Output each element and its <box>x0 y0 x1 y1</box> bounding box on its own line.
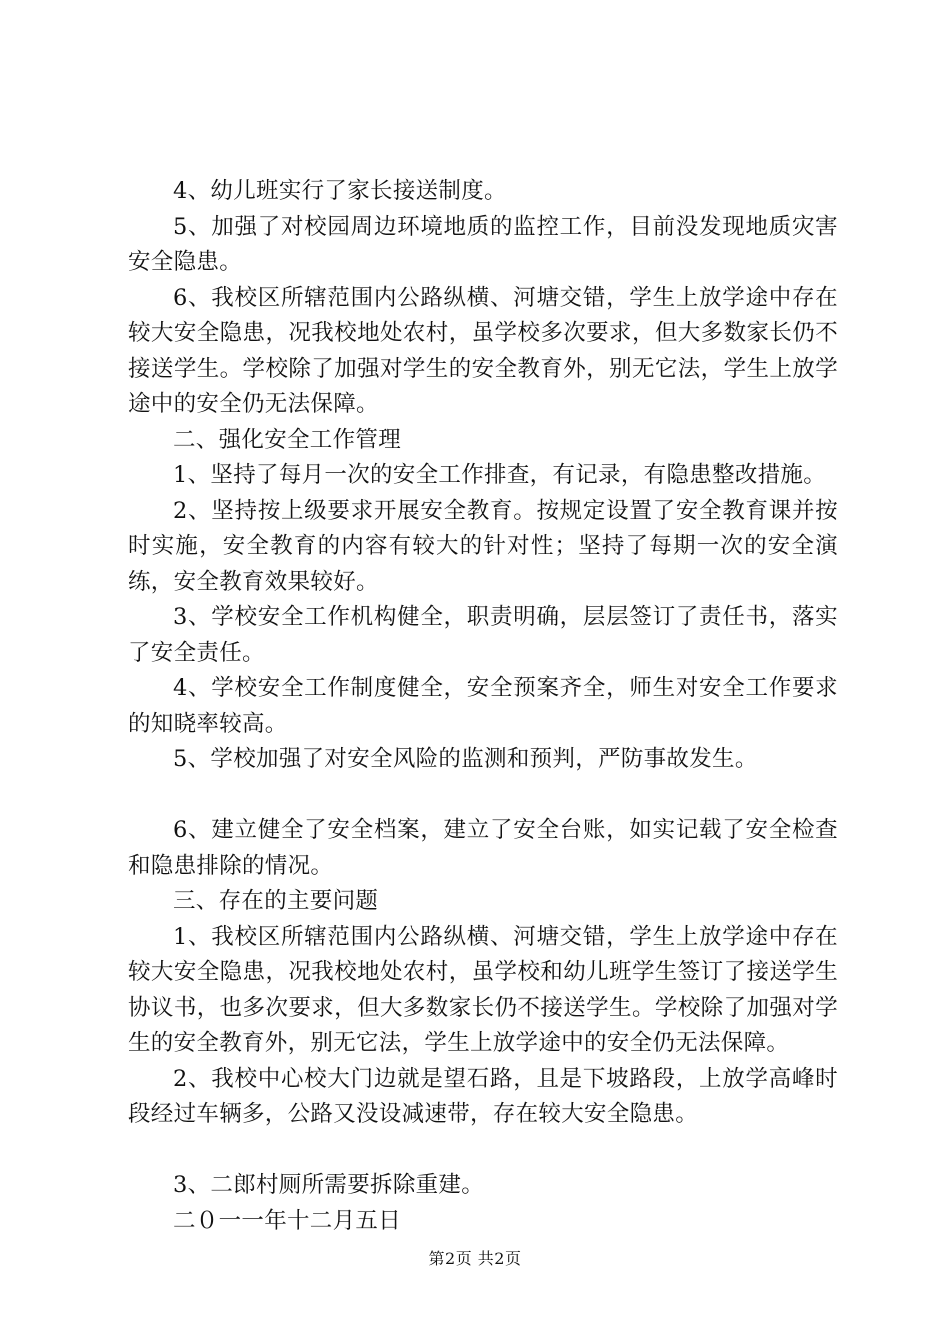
document-date: 二０一一年十二月五日 <box>173 1207 402 1234</box>
paragraph-monthly-inspection: 1、坚持了每月一次的安全工作排查，有记录，有隐患整改措施。 <box>173 462 827 488</box>
paragraph-safety-system: 4、学校安全工作制度健全，安全预案齐全，师生对安全工作要求的知晓率较高。 <box>128 675 838 737</box>
paragraph-safety-archive: 6、建立健全了安全档案，建立了安全台账，如实记载了安全检查和隐患排除的情况。 <box>128 817 838 879</box>
paragraph-road-safety: 6、我校区所辖范围内公路纵横、河塘交错，学生上放学途中存在较大安全隐患，况我校地处农村，虽学校多次要求，但大多数家长仍不接送学生。学校除了加强对学生的安全教育外，别无它法，学生上放学途中的安全仍无法保障。 <box>128 284 838 417</box>
section-heading-management: 二、强化安全工作管理 <box>173 426 402 453</box>
page-footer: 第2页 共2页 <box>428 1249 522 1268</box>
document-body <box>128 174 838 1239</box>
paragraph-safety-organization: 3、学校安全工作机构健全，职责明确，层层签订了责任书，落实了安全责任。 <box>128 604 838 666</box>
paragraph-spacer <box>128 1133 838 1169</box>
paragraph-risk-monitoring: 5、学校加强了对安全风险的监测和预判，严防事故发生。 <box>173 746 758 772</box>
paragraph-safety-education: 2、坚持按上级要求开展安全教育。按规定设置了安全教育课并按时实施，安全教育的内容有较大的针对性；坚持了每期一次的安全演练，安全教育效果较好。 <box>128 497 838 595</box>
paragraph-problem-toilet: 3、二郎村厕所需要拆除重建。 <box>173 1172 485 1198</box>
paragraph-problem-gate: 2、我校中心校大门边就是望石路，且是下坡路段，上放学高峰时段经过车辆多，公路又没设减速带，存在较大安全隐患。 <box>128 1065 838 1127</box>
paragraph-problem-road: 1、我校区所辖范围内公路纵横、河塘交错，学生上放学途中存在较大安全隐患，况我校地处农村，虽学校和幼儿班学生签订了接送学生协议书，也多次要求，但大多数家长仍不接送学生。学校除了加强对学生的安全教育外，别无它法，学生上放学途中的安全仍无法保障。 <box>128 923 838 1056</box>
paragraph-spacer <box>128 778 838 814</box>
paragraph-geology-monitoring: 5、加强了对校园周边环境地质的监控工作，目前没发现地质灾害安全隐患。 <box>128 213 838 275</box>
paragraph-kindergarten-pickup: 4、幼儿班实行了家长接送制度。 <box>173 178 507 204</box>
section-heading-problems: 三、存在的主要问题 <box>173 888 379 914</box>
